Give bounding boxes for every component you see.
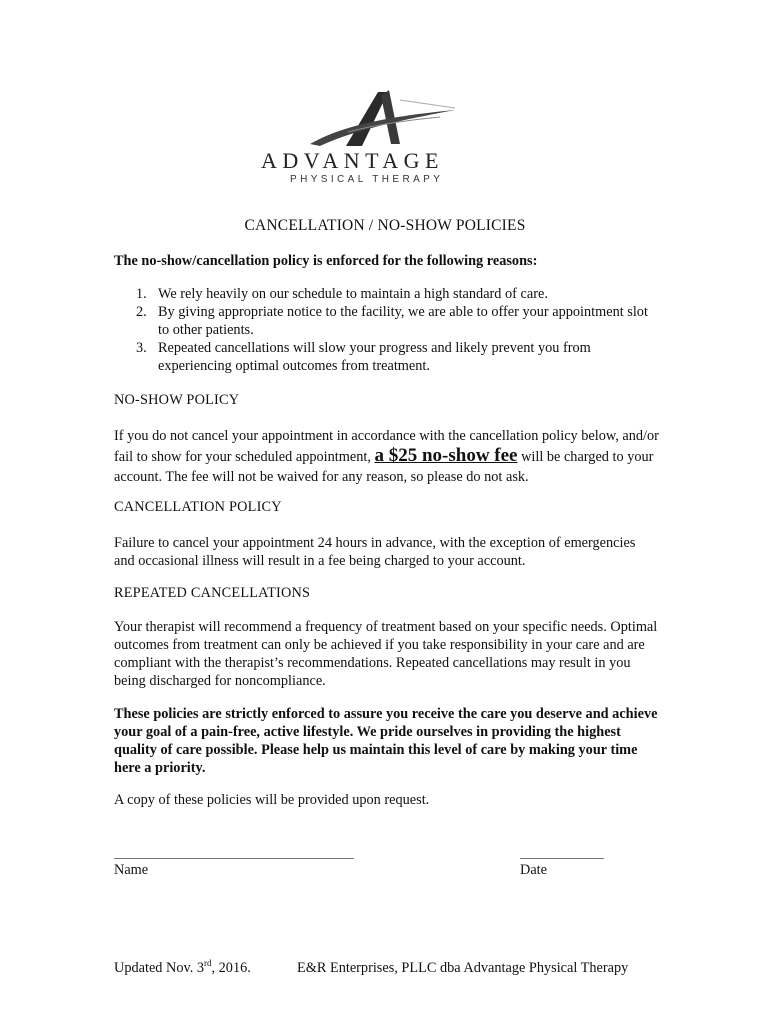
no-show-text [114, 426, 659, 487]
list-item-text: We rely heavily on our schedule to maintain a high standard of care. [158, 286, 548, 302]
page-title: CANCELLATION / NO-SHOW POLICIES [244, 217, 526, 234]
list-item-text: By giving appropriate notice to the facility, we are able to offer your appointment slot to other patients. [158, 304, 648, 338]
company-logo [250, 86, 520, 186]
list-item [114, 285, 659, 303]
list-number: 3. [136, 340, 147, 356]
copy-note: A copy of these policies will be provided upon request. [114, 792, 430, 808]
logo-tagline: PHYSICAL THERAPY [290, 174, 444, 185]
cancellation-heading: CANCELLATION POLICY [114, 499, 282, 515]
list-item [114, 339, 659, 375]
updated-ordinal: rd [204, 958, 212, 969]
reasons-list [114, 285, 659, 375]
cancellation-text: Failure to cancel your appointment 24 hours in advance, with the exception of emergencies and occasional illness will result in a fee being charged to your account. [114, 535, 636, 569]
logo-name: ADVANTAGE [261, 148, 444, 173]
enforcement-statement: These policies are strictly enforced to assure you receive the care you deserve and achieve your goal of a pain-free, active lifestyle. We pride ourselves in providing the highest quality of care possible. Please help us maintain this level of care by making your time here a priority. [114, 706, 658, 776]
list-item [114, 303, 659, 339]
no-show-text-before: If you do not cancel your appointment in accordance with the cancellation policy below, and/or fail to show for your scheduled appointment, [114, 428, 659, 465]
list-item-text: Repeated cancellations will slow your progress and likely prevent you from experiencing optimal outcomes from treatment. [158, 340, 591, 374]
company-name: E&R Enterprises, PLLC dba Advantage Physical Therapy [297, 960, 629, 976]
updated-prefix: Updated Nov. 3 [114, 960, 204, 976]
no-show-text-after: will be charged to your account. The fee will not be waived for any reason, so please do not ask. [114, 449, 654, 485]
no-show-heading: NO-SHOW POLICY [114, 392, 240, 408]
repeated-heading: REPEATED CANCELLATIONS [114, 585, 311, 601]
date-signature-line[interactable] [520, 858, 604, 859]
date-label: Date [520, 862, 547, 878]
name-signature-line[interactable] [114, 858, 354, 859]
repeated-text: Your therapist will recommend a frequency of treatment based on your specific needs. Optimal outcomes from treatment can only be achieved if you take responsibility in your care and are compliant with the therapist’s recommendations. Repeated cancellations may result in you being discharged for noncompliance. [114, 619, 658, 689]
stylized-a-logo-icon [250, 86, 470, 148]
updated-suffix: , 2016. [211, 960, 251, 976]
list-number: 2. [136, 304, 147, 320]
name-label: Name [114, 862, 149, 878]
updated-date [114, 960, 251, 977]
intro-text: The no-show/cancellation policy is enforced for the following reasons: [114, 253, 538, 269]
list-number: 1. [136, 286, 147, 302]
no-show-fee: a $25 no-show fee [374, 445, 518, 466]
